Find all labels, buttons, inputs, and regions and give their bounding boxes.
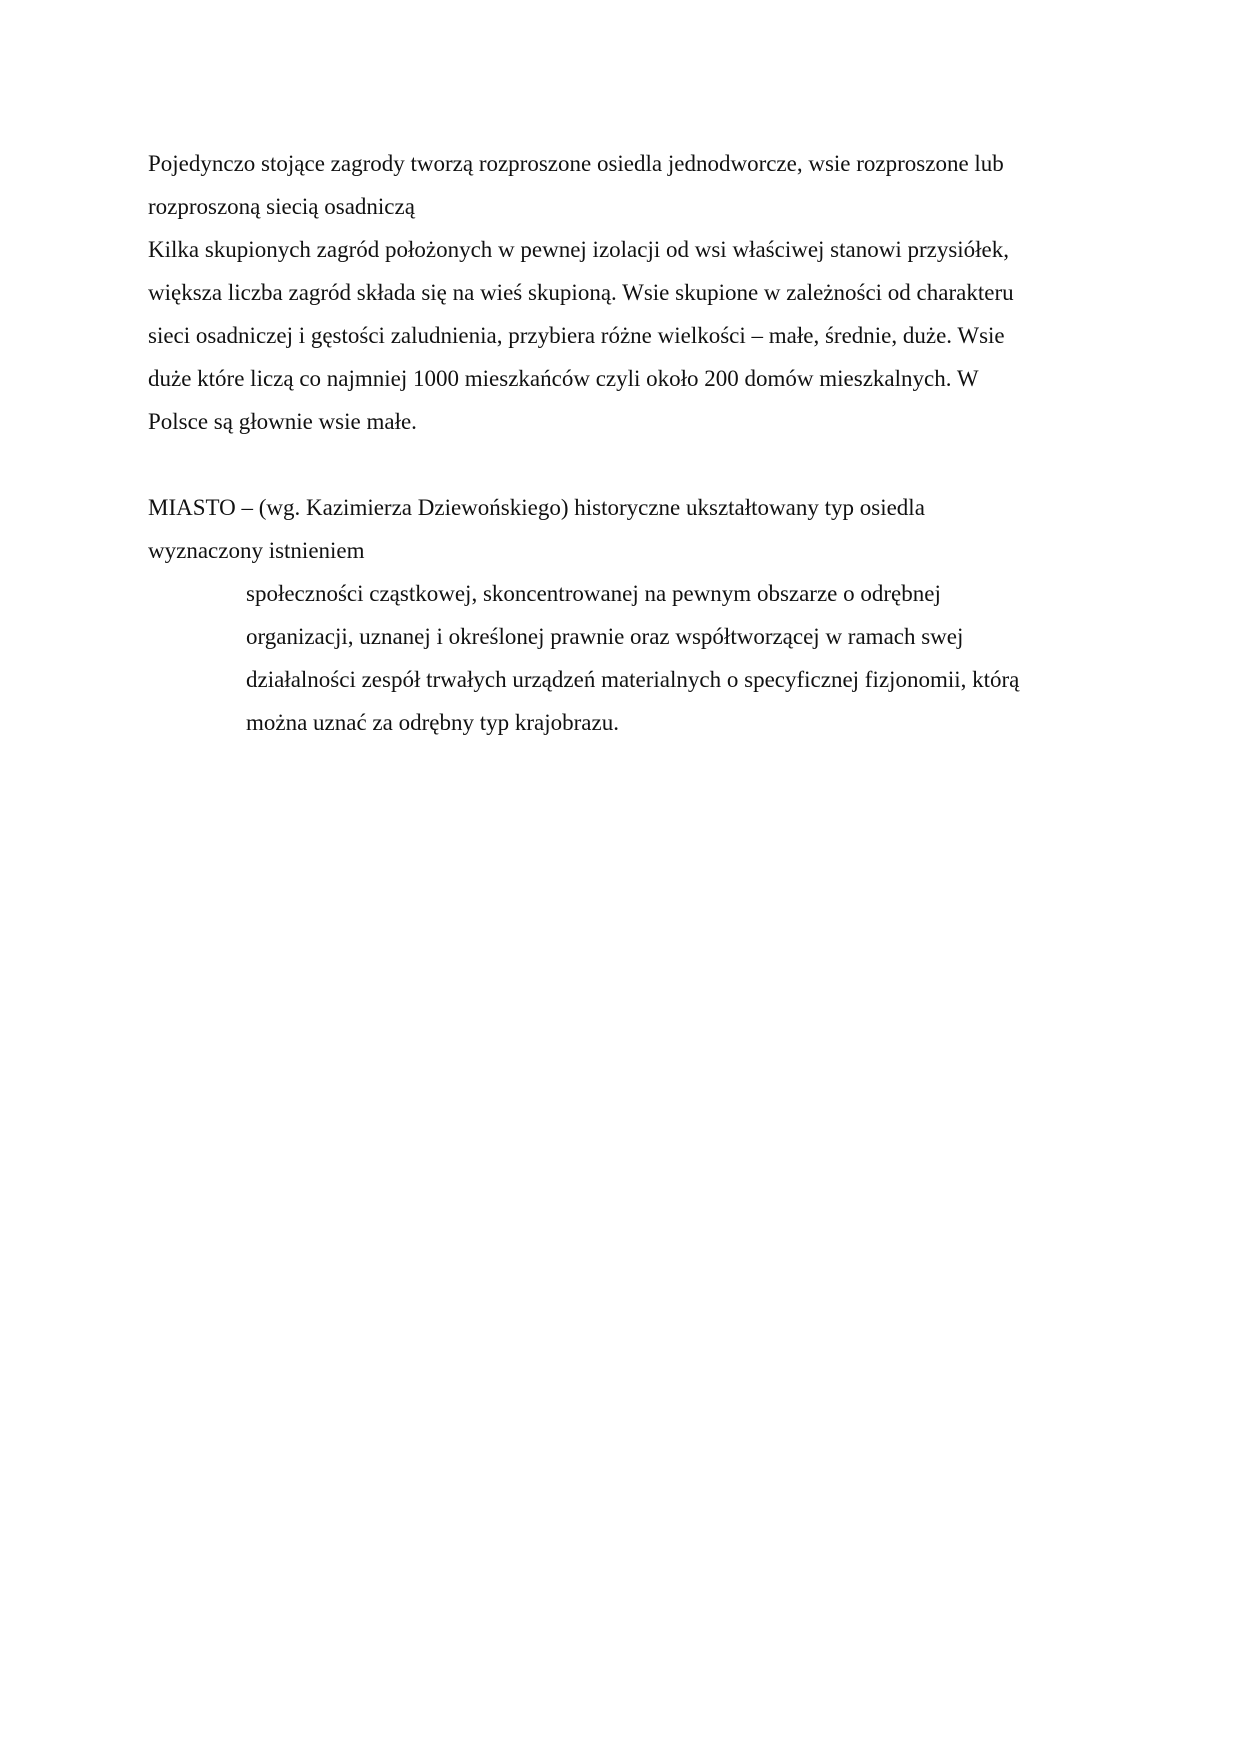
text-line: Kilka skupionych zagród położonych w pewnej izolacji od wsi właściwej stanowi przysiółek, bbox=[148, 237, 1010, 262]
text-line: organizacji, uznanej i określonej prawnie oraz współtworzącej w ramach swej bbox=[246, 624, 964, 649]
text-line: wyznaczony istnieniem bbox=[148, 538, 365, 563]
text-line: rozproszoną siecią osadniczą bbox=[148, 194, 415, 219]
paragraph-clustered-villages bbox=[148, 228, 1098, 443]
text-line: społeczności cząstkowej, skoncentrowanej na pewnym obszarze o odrębnej bbox=[246, 581, 941, 606]
text-line: duże które liczą co najmniej 1000 mieszkańców czyli około 200 domów mieszkalnych. W bbox=[148, 366, 979, 391]
text-line: sieci osadniczej i gęstości zaludnienia, przybiera różne wielkości – małe, średnie, duże. Wsie bbox=[148, 323, 1005, 348]
text-line: większa liczba zagród składa się na wieś skupioną. Wsie skupione w zależności od charakteru bbox=[148, 280, 1014, 305]
text-line: można uznać za odrębny typ krajobrazu. bbox=[246, 710, 619, 735]
paragraph-city-definition-indented bbox=[246, 572, 1098, 744]
paragraph-city-definition bbox=[148, 486, 1098, 572]
text-line: działalności zespół trwałych urządzeń materialnych o specyficznej fizjonomii, którą bbox=[246, 667, 1020, 692]
text-line: Pojedynczo stojące zagrody tworzą rozproszone osiedla jednodworcze, wsie rozproszone lub bbox=[148, 151, 1004, 176]
text-line: MIASTO – (wg. Kazimierza Dziewońskiego) historyczne ukształtowany typ osiedla bbox=[148, 495, 925, 520]
text-line: Polsce są głownie wsie małe. bbox=[148, 409, 417, 434]
paragraph-scattered-settlements bbox=[148, 142, 1098, 228]
